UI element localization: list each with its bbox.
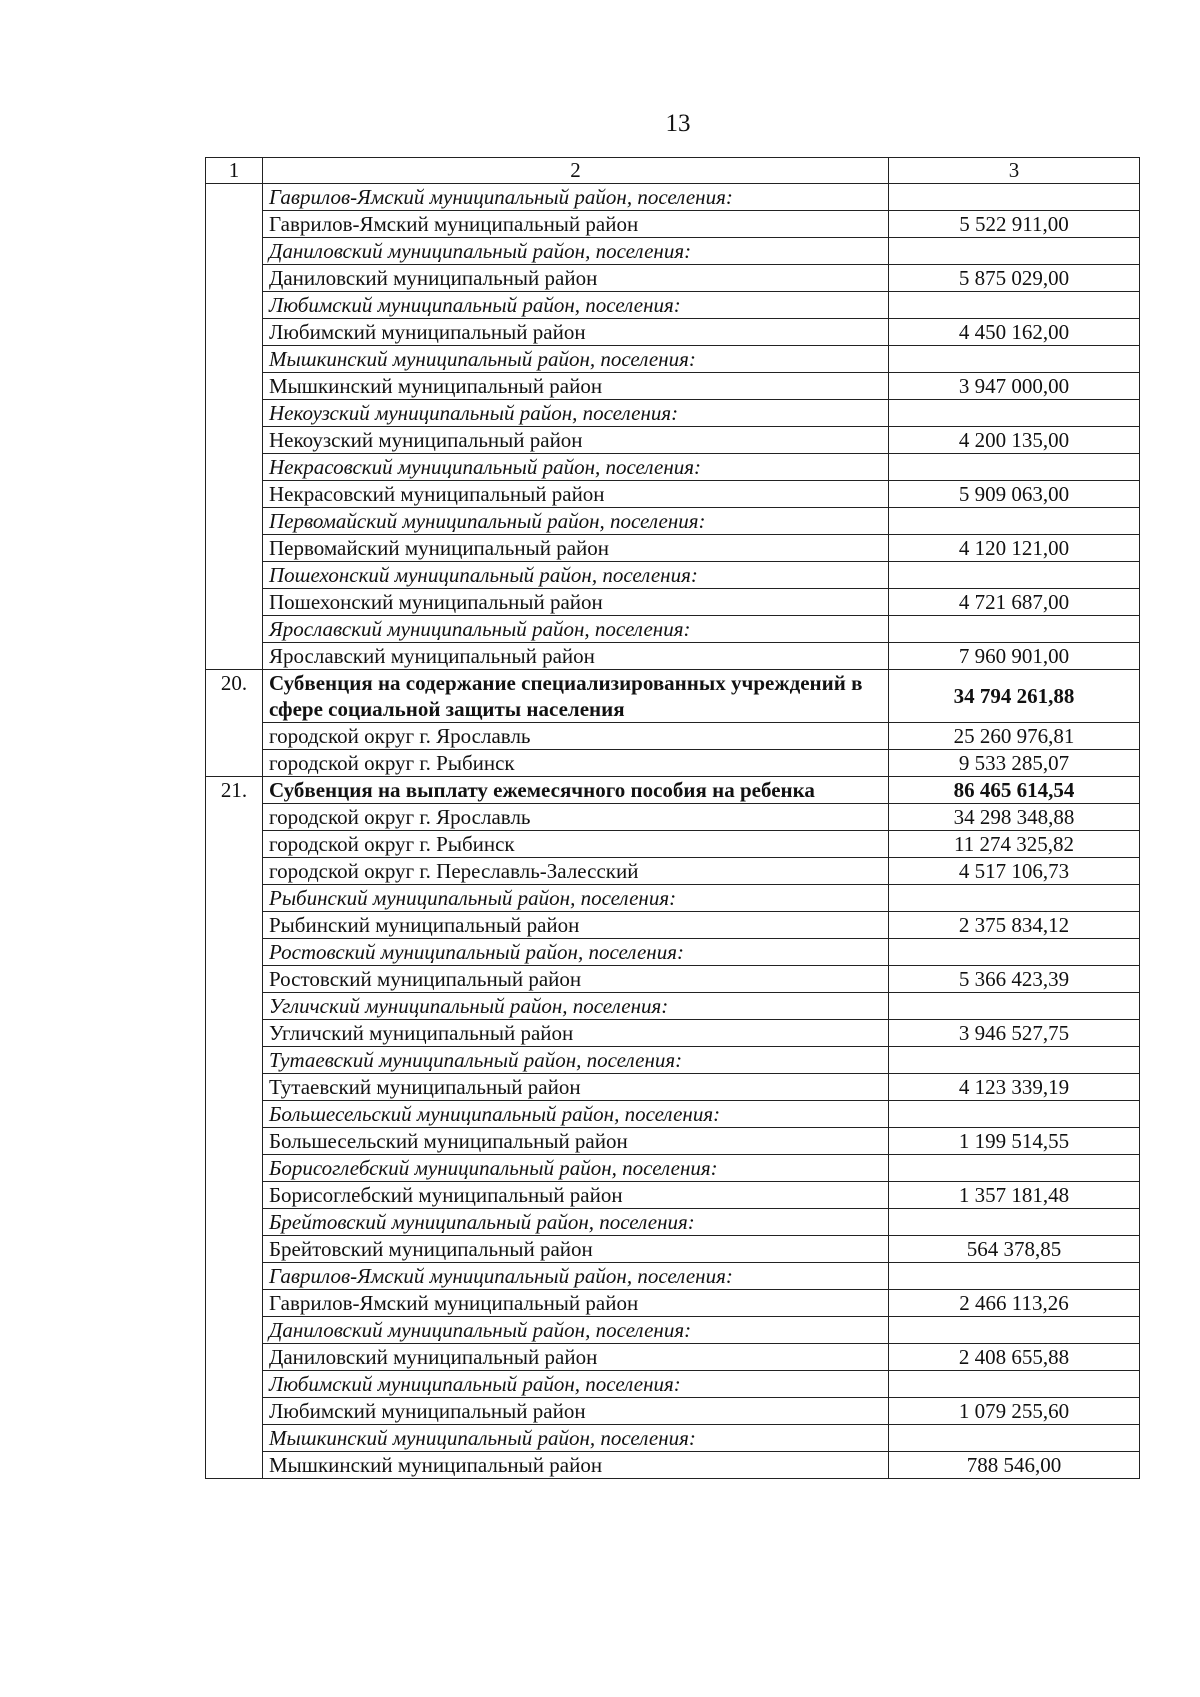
row-name-cell: Ростовский муниципальный район, поселения: — [263, 939, 889, 966]
row-number-cell — [206, 750, 263, 777]
group-label-row — [206, 1317, 1140, 1344]
row-number-cell — [206, 1398, 263, 1425]
group-label-row — [206, 184, 1140, 211]
row-amount-cell — [889, 993, 1140, 1020]
row-amount-cell: 5 875 029,00 — [889, 265, 1140, 292]
row-name-cell: Тутаевский муниципальный район — [263, 1074, 889, 1101]
table-row — [206, 912, 1140, 939]
row-number-cell — [206, 400, 263, 427]
row-amount-cell — [889, 1263, 1140, 1290]
row-number-cell — [206, 265, 263, 292]
table-row — [206, 211, 1140, 238]
row-name-cell: Любимский муниципальный район — [263, 319, 889, 346]
row-number-cell — [206, 1236, 263, 1263]
table-row — [206, 1128, 1140, 1155]
table-row — [206, 750, 1140, 777]
row-name-cell: Гаврилов-Ямский муниципальный район — [263, 211, 889, 238]
group-label-row — [206, 562, 1140, 589]
row-amount-cell — [889, 508, 1140, 535]
row-amount-cell: 5 522 911,00 — [889, 211, 1140, 238]
row-name-cell: Пошехонский муниципальный район, поселения: — [263, 562, 889, 589]
row-name-cell: Большесельский муниципальный район — [263, 1128, 889, 1155]
column-header-2: 2 — [263, 158, 889, 184]
row-name-cell: Борисоглебский муниципальный район — [263, 1182, 889, 1209]
table-row — [206, 1236, 1140, 1263]
row-name-cell: Любимский муниципальный район, поселения: — [263, 292, 889, 319]
row-amount-cell: 2 408 655,88 — [889, 1344, 1140, 1371]
row-amount-cell — [889, 562, 1140, 589]
row-number-cell — [206, 939, 263, 966]
row-number-cell — [206, 589, 263, 616]
row-number-cell — [206, 1020, 263, 1047]
row-amount-cell: 86 465 614,54 — [889, 777, 1140, 804]
row-name-cell: Любимский муниципальный район — [263, 1398, 889, 1425]
table-row — [206, 265, 1140, 292]
row-amount-cell — [889, 885, 1140, 912]
group-label-row — [206, 939, 1140, 966]
group-label-row — [206, 1047, 1140, 1074]
row-amount-cell — [889, 1425, 1140, 1452]
column-header-1: 1 — [206, 158, 263, 184]
row-name-cell: Некрасовский муниципальный район, поселения: — [263, 454, 889, 481]
group-label-row — [206, 993, 1140, 1020]
table-row — [206, 1020, 1140, 1047]
row-amount-cell — [889, 616, 1140, 643]
row-number-cell — [206, 804, 263, 831]
row-number-cell — [206, 1182, 263, 1209]
row-number-cell: 21. — [206, 777, 263, 804]
group-label-row — [206, 508, 1140, 535]
row-number-cell — [206, 1317, 263, 1344]
row-name-cell: Рыбинский муниципальный район — [263, 912, 889, 939]
row-name-cell: Большесельский муниципальный район, поселения: — [263, 1101, 889, 1128]
row-name-cell: Даниловский муниципальный район — [263, 265, 889, 292]
row-number-cell — [206, 993, 263, 1020]
row-number-cell — [206, 508, 263, 535]
table-row — [206, 1452, 1140, 1479]
row-amount-cell — [889, 184, 1140, 211]
row-name-cell: Угличский муниципальный район, поселения: — [263, 993, 889, 1020]
row-number-cell — [206, 1344, 263, 1371]
group-label-row — [206, 1155, 1140, 1182]
row-amount-cell: 1 357 181,48 — [889, 1182, 1140, 1209]
row-amount-cell — [889, 1155, 1140, 1182]
row-number-cell — [206, 535, 263, 562]
table-row — [206, 1290, 1140, 1317]
row-number-cell — [206, 1128, 263, 1155]
row-amount-cell: 564 378,85 — [889, 1236, 1140, 1263]
row-number-cell — [206, 481, 263, 508]
row-amount-cell: 2 466 113,26 — [889, 1290, 1140, 1317]
group-label-row — [206, 885, 1140, 912]
group-label-row — [206, 400, 1140, 427]
row-number-cell — [206, 858, 263, 885]
row-number-cell — [206, 1209, 263, 1236]
row-amount-cell — [889, 400, 1140, 427]
group-label-row — [206, 454, 1140, 481]
row-number-cell — [206, 238, 263, 265]
row-name-cell: Некоузский муниципальный район — [263, 427, 889, 454]
table-row — [206, 858, 1140, 885]
row-number-cell — [206, 723, 263, 750]
row-number-cell — [206, 1047, 263, 1074]
row-amount-cell: 3 947 000,00 — [889, 373, 1140, 400]
row-amount-cell — [889, 454, 1140, 481]
table-row — [206, 643, 1140, 670]
section-header-row — [206, 777, 1140, 804]
row-name-cell: Любимский муниципальный район, поселения: — [263, 1371, 889, 1398]
table-row — [206, 1398, 1140, 1425]
row-number-cell — [206, 966, 263, 993]
row-number-cell — [206, 1155, 263, 1182]
row-name-cell: Мышкинский муниципальный район — [263, 373, 889, 400]
group-label-row — [206, 1371, 1140, 1398]
row-number-cell — [206, 831, 263, 858]
row-amount-cell — [889, 292, 1140, 319]
row-amount-cell — [889, 346, 1140, 373]
group-label-row — [206, 238, 1140, 265]
row-number-cell — [206, 427, 263, 454]
row-amount-cell: 4 120 121,00 — [889, 535, 1140, 562]
row-amount-cell: 1 199 514,55 — [889, 1128, 1140, 1155]
row-amount-cell: 9 533 285,07 — [889, 750, 1140, 777]
row-amount-cell — [889, 1209, 1140, 1236]
table-row — [206, 427, 1140, 454]
row-number-cell — [206, 643, 263, 670]
row-name-cell: Даниловский муниципальный район, поселения: — [263, 238, 889, 265]
group-label-row — [206, 616, 1140, 643]
row-number-cell — [206, 1074, 263, 1101]
group-label-row — [206, 292, 1140, 319]
row-amount-cell: 25 260 976,81 — [889, 723, 1140, 750]
table-row — [206, 535, 1140, 562]
row-number-cell — [206, 346, 263, 373]
table-row — [206, 319, 1140, 346]
row-name-cell: городской округ г. Ярославль — [263, 804, 889, 831]
page-number: 13 — [665, 110, 691, 137]
budget-table — [205, 157, 1140, 1479]
row-name-cell: Угличский муниципальный район — [263, 1020, 889, 1047]
row-name-cell: Ярославский муниципальный район, поселения: — [263, 616, 889, 643]
column-header-3: 3 — [889, 158, 1140, 184]
row-amount-cell: 4 123 339,19 — [889, 1074, 1140, 1101]
row-name-cell: городской округ г. Рыбинск — [263, 831, 889, 858]
row-number-cell — [206, 211, 263, 238]
row-amount-cell: 1 079 255,60 — [889, 1398, 1140, 1425]
row-name-cell: Даниловский муниципальный район, поселения: — [263, 1317, 889, 1344]
row-name-cell: Первомайский муниципальный район, поселения: — [263, 508, 889, 535]
group-label-row — [206, 1101, 1140, 1128]
row-name-cell: городской округ г. Ярославль — [263, 723, 889, 750]
table-row — [206, 373, 1140, 400]
row-number-cell: 20. — [206, 670, 263, 723]
row-amount-cell: 5 366 423,39 — [889, 966, 1140, 993]
row-amount-cell: 7 960 901,00 — [889, 643, 1140, 670]
row-amount-cell — [889, 1371, 1140, 1398]
row-number-cell — [206, 562, 263, 589]
row-amount-cell: 4 450 162,00 — [889, 319, 1140, 346]
row-name-cell: Гаврилов-Ямский муниципальный район, поселения: — [263, 184, 889, 211]
row-amount-cell — [889, 1047, 1140, 1074]
row-number-cell — [206, 319, 263, 346]
row-amount-cell: 34 298 348,88 — [889, 804, 1140, 831]
table-row — [206, 804, 1140, 831]
group-label-row — [206, 1263, 1140, 1290]
row-number-cell — [206, 1263, 263, 1290]
row-number-cell — [206, 373, 263, 400]
row-name-cell: Мышкинский муниципальный район — [263, 1452, 889, 1479]
row-number-cell — [206, 616, 263, 643]
row-name-cell: городской округ г. Рыбинск — [263, 750, 889, 777]
row-name-cell: Субвенция на выплату ежемесячного пособия на ребенка — [263, 777, 889, 804]
row-name-cell: Ярославский муниципальный район — [263, 643, 889, 670]
table-row — [206, 589, 1140, 616]
row-name-cell: Брейтовский муниципальный район, поселения: — [263, 1209, 889, 1236]
row-amount-cell: 11 274 325,82 — [889, 831, 1140, 858]
table-row — [206, 723, 1140, 750]
row-number-cell — [206, 1101, 263, 1128]
row-number-cell — [206, 184, 263, 211]
row-name-cell: Мышкинский муниципальный район, поселения: — [263, 346, 889, 373]
row-name-cell: Ростовский муниципальный район — [263, 966, 889, 993]
row-name-cell: Борисоглебский муниципальный район, поселения: — [263, 1155, 889, 1182]
row-number-cell — [206, 885, 263, 912]
row-amount-cell: 2 375 834,12 — [889, 912, 1140, 939]
row-name-cell: Даниловский муниципальный район — [263, 1344, 889, 1371]
row-number-cell — [206, 912, 263, 939]
table-row — [206, 966, 1140, 993]
table-header-row — [206, 158, 1140, 184]
row-amount-cell — [889, 1317, 1140, 1344]
row-number-cell — [206, 1371, 263, 1398]
row-name-cell: Гаврилов-Ямский муниципальный район, поселения: — [263, 1263, 889, 1290]
table-row — [206, 1074, 1140, 1101]
row-amount-cell: 788 546,00 — [889, 1452, 1140, 1479]
table-row — [206, 1344, 1140, 1371]
row-name-cell: Рыбинский муниципальный район, поселения: — [263, 885, 889, 912]
row-amount-cell: 5 909 063,00 — [889, 481, 1140, 508]
row-number-cell — [206, 1425, 263, 1452]
table-row — [206, 481, 1140, 508]
group-label-row — [206, 1425, 1140, 1452]
row-amount-cell — [889, 1101, 1140, 1128]
row-amount-cell: 3 946 527,75 — [889, 1020, 1140, 1047]
section-header-row — [206, 670, 1140, 723]
row-name-cell: городской округ г. Переславль-Залесский — [263, 858, 889, 885]
row-name-cell: Первомайский муниципальный район — [263, 535, 889, 562]
row-amount-cell: 4 721 687,00 — [889, 589, 1140, 616]
row-name-cell: Субвенция на содержание специализированных учреждений в сфере социальной защиты населения — [263, 670, 889, 723]
table-row — [206, 831, 1140, 858]
row-name-cell: Гаврилов-Ямский муниципальный район — [263, 1290, 889, 1317]
row-number-cell — [206, 454, 263, 481]
row-name-cell: Тутаевский муниципальный район, поселения: — [263, 1047, 889, 1074]
row-name-cell: Некрасовский муниципальный район — [263, 481, 889, 508]
row-name-cell: Мышкинский муниципальный район, поселения: — [263, 1425, 889, 1452]
row-number-cell — [206, 292, 263, 319]
row-name-cell: Пошехонский муниципальный район — [263, 589, 889, 616]
row-number-cell — [206, 1290, 263, 1317]
group-label-row — [206, 346, 1140, 373]
row-name-cell: Брейтовский муниципальный район — [263, 1236, 889, 1263]
table-row — [206, 1182, 1140, 1209]
row-amount-cell — [889, 238, 1140, 265]
table-body — [206, 184, 1140, 1479]
row-number-cell — [206, 1452, 263, 1479]
row-amount-cell: 4 517 106,73 — [889, 858, 1140, 885]
row-name-cell: Некоузский муниципальный район, поселения: — [263, 400, 889, 427]
row-amount-cell — [889, 939, 1140, 966]
group-label-row — [206, 1209, 1140, 1236]
row-amount-cell: 34 794 261,88 — [889, 670, 1140, 723]
row-amount-cell: 4 200 135,00 — [889, 427, 1140, 454]
